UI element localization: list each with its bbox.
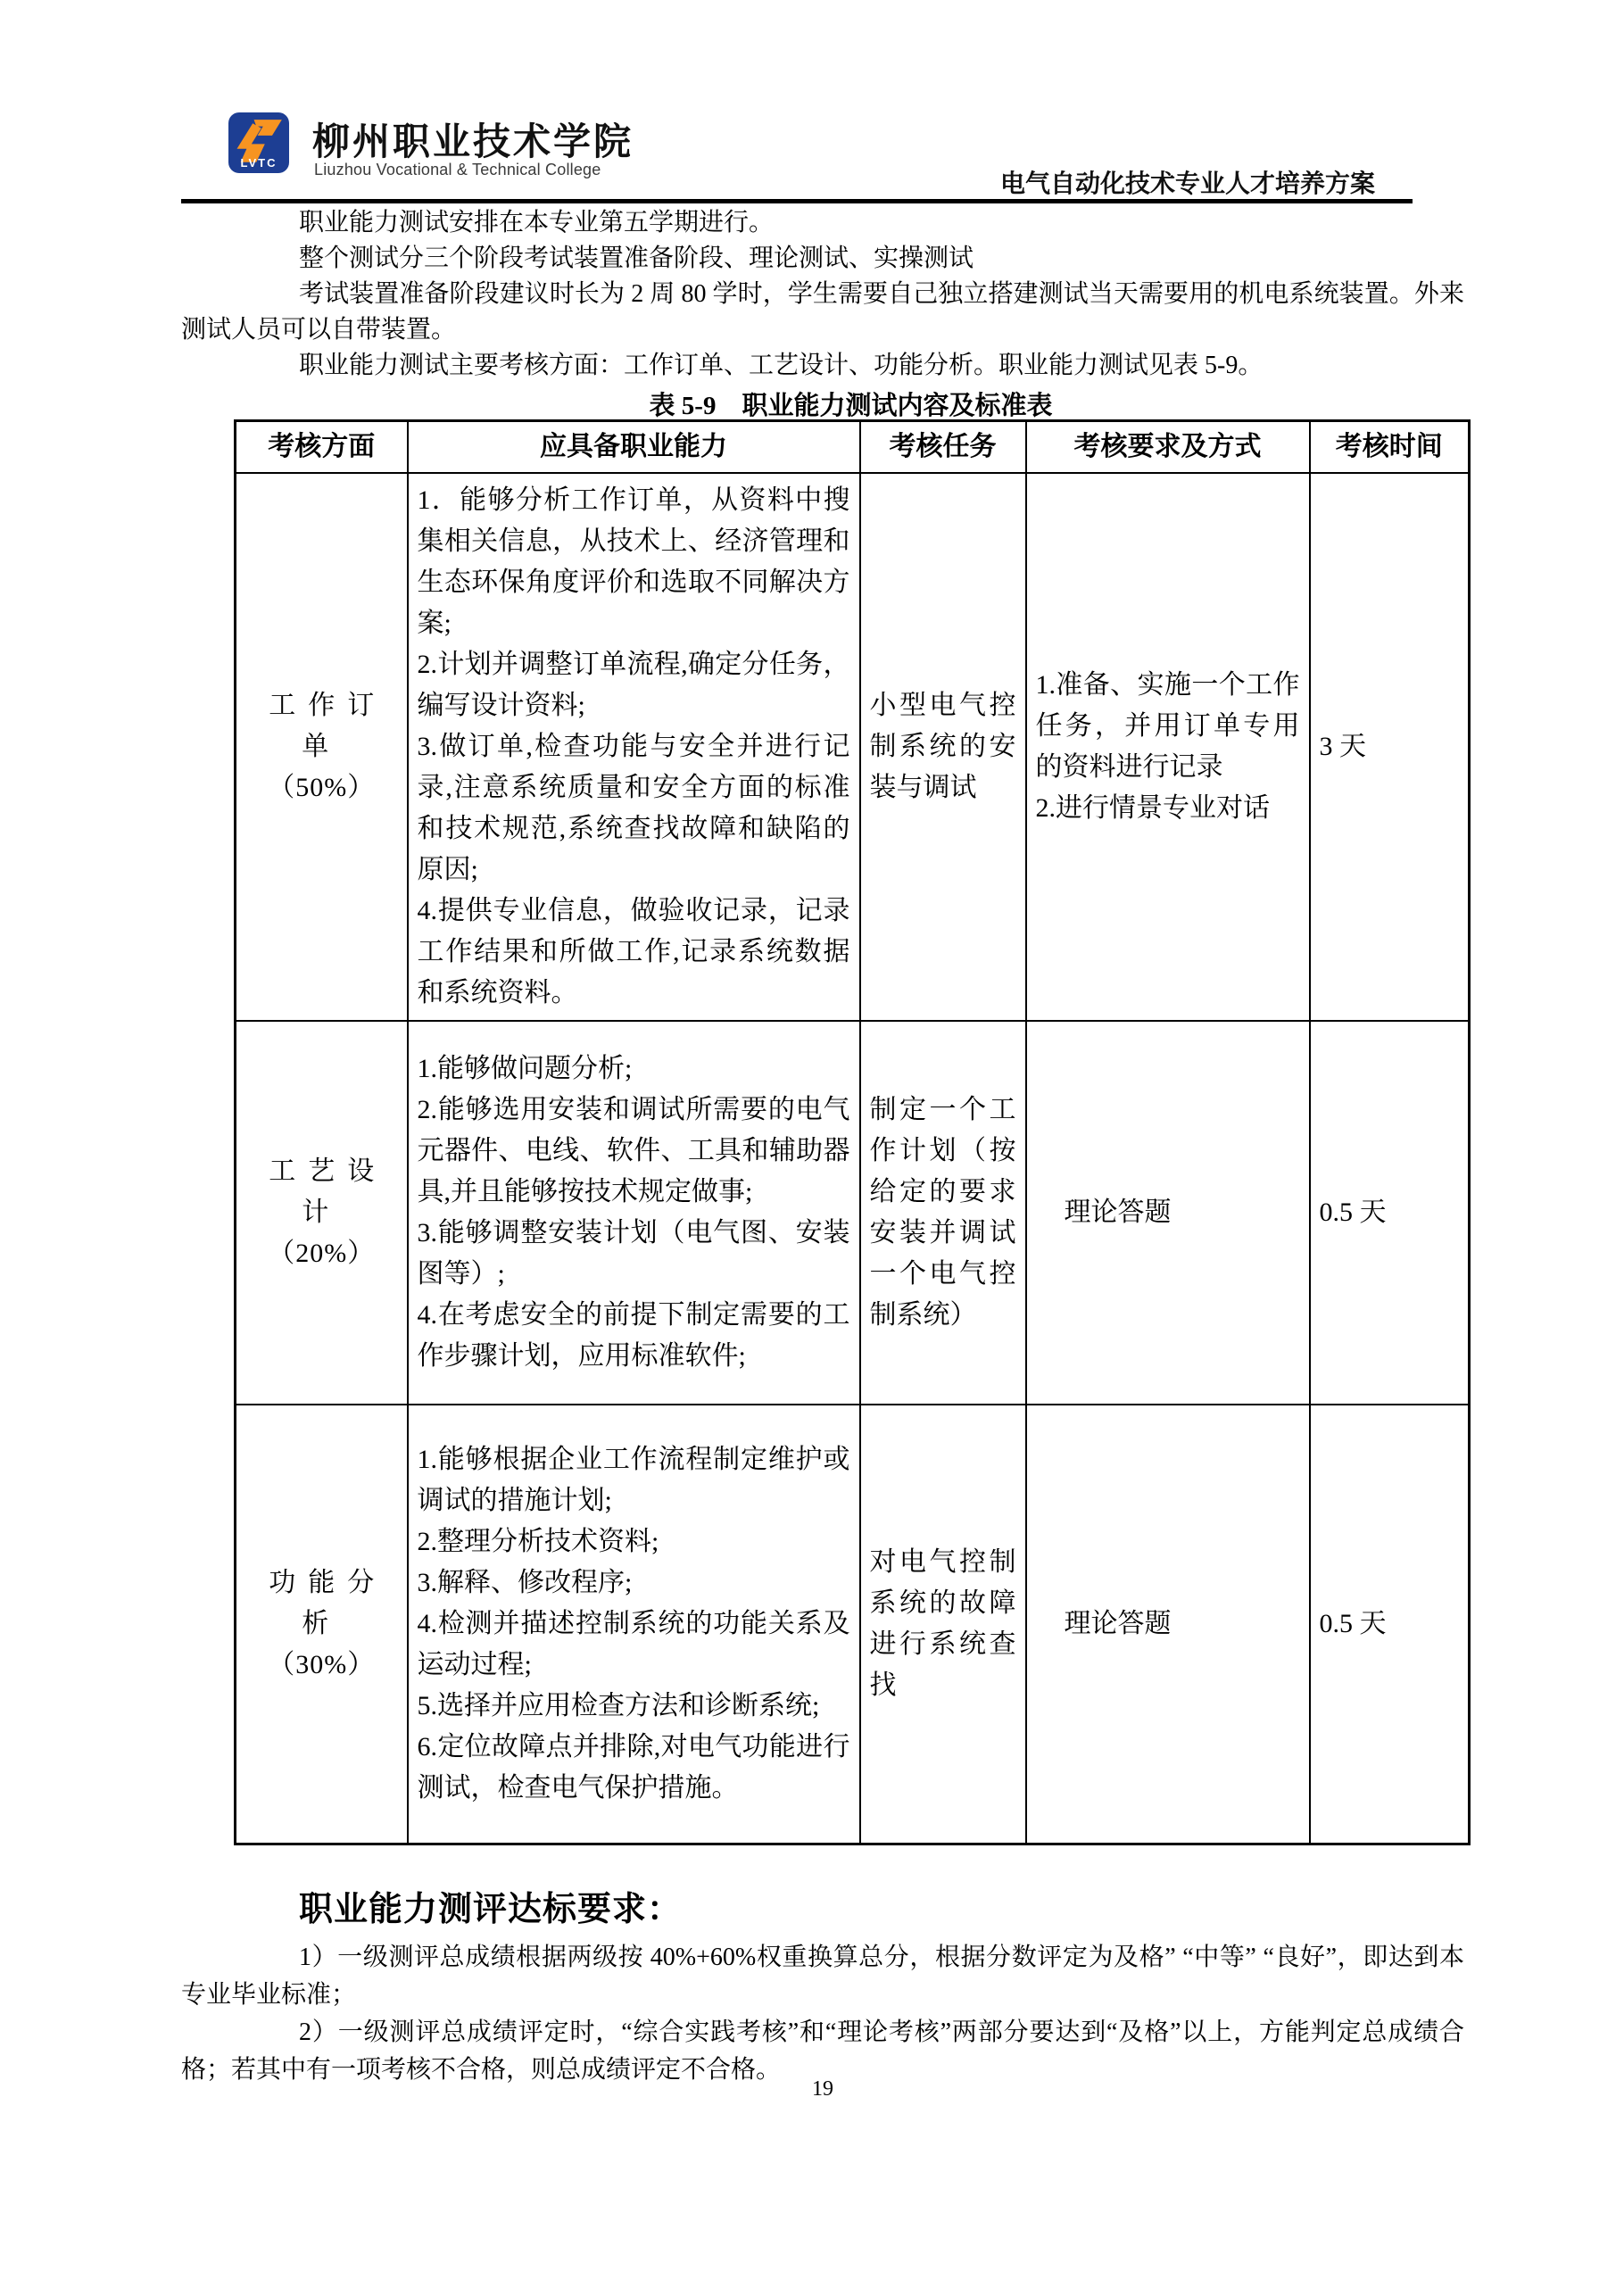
school-name-zh: 柳州职业技术学院 — [312, 122, 634, 163]
intro-paragraph: 职业能力测试安排在本专业第五学期进行。 — [299, 209, 775, 236]
col-header-time: 考核时间 — [1310, 421, 1470, 474]
intro-section — [181, 205, 1464, 384]
ability-item: 4.在考虑安全的前提下制定需要的工作步骤计划，应用标准软件; — [417, 1300, 850, 1371]
col-header-ability: 应具备职业能力 — [408, 421, 860, 474]
requirements-paragraph: 2）一级测评总成绩评定时，“综合实践考核”和“理论考核”两部分要达到“及格”以上，方能判定总成绩合格；若其中有一项考核不合格，则总成绩评定不合格。 — [181, 2018, 1464, 2084]
ability-item: 4.提供专业信息，做验收记录，记录工作结果和所做工作,记录系统数据和系统资料。 — [417, 896, 850, 1007]
doc-title: 电气自动化技术专业人才培养方案 — [999, 170, 1375, 198]
requirement-item: 2.进行情景专业对话 — [1035, 793, 1270, 823]
cell-aspect — [236, 1021, 408, 1405]
cell-ability — [408, 1405, 860, 1844]
cell-task — [860, 1405, 1026, 1844]
col-header-aspect: 考核方面 — [236, 421, 408, 474]
cell-time: 0.5 天 — [1310, 1021, 1470, 1405]
requirement-item: 理论答题 — [1064, 1198, 1172, 1227]
ability-item: 2.计划并调整订单流程,确定分任务，编写设计资料; — [417, 650, 850, 720]
intro-paragraph: 考试装置准备阶段建议时长为 2 周 80 学时，学生需要自己独立搭建测试当天需要用的机电系统装置。外来测试人员可以自带装置。 — [181, 280, 1464, 344]
assessment-table — [234, 419, 1471, 1845]
cell-time: 3 天 — [1310, 473, 1470, 1021]
logo-abbr-text: LVTC — [240, 156, 278, 170]
col-header-requirement: 考核要求及方式 — [1026, 421, 1310, 474]
cell-ability — [408, 473, 860, 1021]
table-caption: 表 5-9 职业能力测试内容及标准表 — [649, 392, 1053, 420]
table-header-row — [236, 421, 1470, 474]
table-row — [236, 1405, 1470, 1844]
cell-requirement — [1026, 1021, 1310, 1405]
cell-time: 0.5 天 — [1310, 1405, 1470, 1844]
ability-item: 1.能够根据企业工作流程制定维护或调试的措施计划; — [417, 1445, 850, 1515]
requirements-section — [181, 1881, 1464, 2089]
cell-task — [860, 473, 1026, 1021]
requirement-item: 1.准备、实施一个工作任务，并用订单专用的资料进行记录 — [1035, 670, 1300, 782]
intro-paragraph: 整个测试分三个阶段考试装置准备阶段、理论测试、实操测试 — [299, 245, 974, 272]
requirement-item: 理论答题 — [1064, 1609, 1172, 1638]
ability-item: 3.能够调整安装计划（电气图、安装图等）; — [417, 1218, 850, 1289]
school-logo — [228, 112, 289, 173]
cell-aspect — [236, 473, 408, 1021]
cell-task — [860, 1021, 1026, 1405]
requirements-heading: 职业能力测评达标要求： — [299, 1891, 683, 1928]
aspect-percent: （20%） — [268, 1239, 376, 1268]
col-header-task: 考核任务 — [860, 421, 1026, 474]
task-text: 小型电气控制系统的安装与调试 — [869, 691, 1016, 802]
table-row — [236, 1021, 1470, 1405]
ability-item: 5.选择并应用检查方法和诊断系统; — [417, 1691, 820, 1720]
cell-ability — [408, 1021, 860, 1405]
ability-item: 1．能够分析工作订单，从资料中搜集相关信息，从技术上、经济管理和生态环保角度评价和选取不同解决方案; — [417, 485, 850, 638]
task-text: 制定一个工作计划（按给定的要求安装并调试一个电气控制系统） — [869, 1095, 1016, 1330]
table-row — [236, 473, 1470, 1021]
page-number: 19 — [812, 2077, 833, 2101]
header-rule — [181, 199, 1413, 203]
aspect-percent: （50%） — [268, 773, 376, 802]
aspect-name: 工作订单 — [269, 691, 387, 761]
ability-item: 2.整理分析技术资料; — [417, 1527, 659, 1556]
aspect-name: 工艺设计 — [269, 1156, 387, 1227]
ability-item: 4.检测并描述控制系统的功能关系及运动过程; — [417, 1609, 850, 1679]
aspect-percent: （30%） — [268, 1650, 376, 1679]
ability-item: 6.定位故障点并排除,对电气功能进行测试，检查电气保护措施。 — [417, 1732, 850, 1803]
ability-item: 3.解释、修改程序; — [417, 1568, 633, 1597]
task-text: 对电气控制系统的故障进行系统查找 — [869, 1547, 1016, 1700]
cell-aspect — [236, 1405, 408, 1844]
ability-item: 1.能够做问题分析; — [417, 1054, 633, 1083]
ability-item: 3.做订单,检查功能与安全并进行记录,注意系统质量和安全方面的标准和技术规范,系统查找故障和缺陷的原因; — [417, 732, 850, 884]
aspect-name: 功能分析 — [269, 1568, 387, 1638]
school-name-en: Liuzhou Vocational & Technical College — [314, 161, 601, 178]
requirements-paragraph: 1）一级测评总成绩根据两级按 40%+60%权重换算总分，根据分数评定为及格” “中等” “良好”，即达到本专业毕业标准； — [181, 1944, 1464, 2009]
cell-requirement — [1026, 473, 1310, 1021]
cell-requirement — [1026, 1405, 1310, 1844]
intro-paragraph: 职业能力测试主要考核方面：工作订单、工艺设计、功能分析。职业能力测试见表 5-9。 — [299, 352, 1264, 379]
ability-item: 2.能够选用安装和调试所需要的电气元器件、电线、软件、工具和辅助器具,并且能够按技术规定做事; — [417, 1095, 850, 1206]
